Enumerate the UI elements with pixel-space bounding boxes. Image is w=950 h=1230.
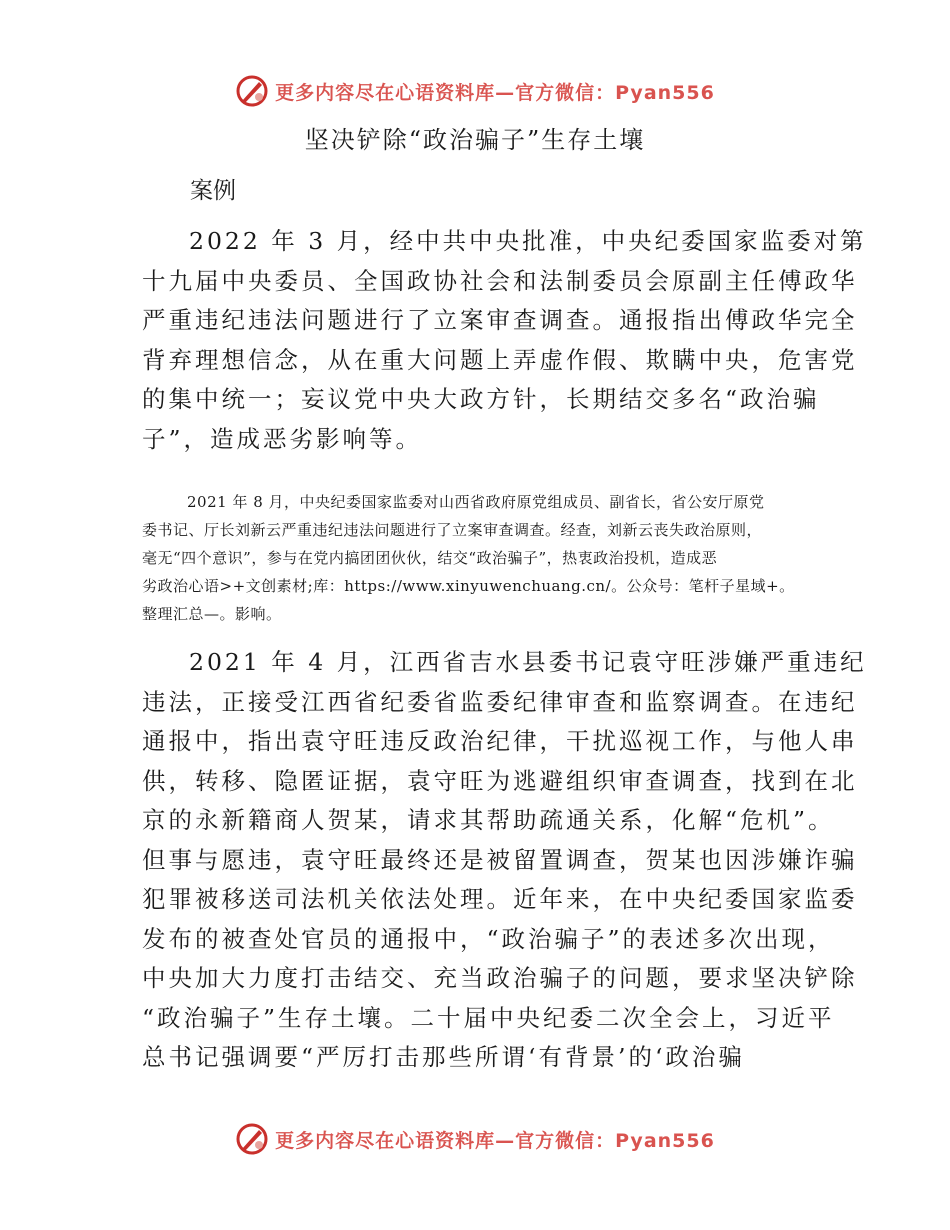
footer-banner (0, 1119, 950, 1159)
text-line: 但事与愿违，袁守旺最终还是被留置调查，贺某也因涉嫌诈骗 (142, 845, 858, 874)
section-heading: 案例 (190, 178, 236, 204)
banner-text: 更多内容尽在心语资料库—官方微信：Pyan556 (275, 81, 715, 104)
text-line: 毫无“四个意识”，参与在党内搞团团伙伙，结交“政治骗子”，热衷政治投机，造成恶 (142, 549, 718, 567)
text-line: 中央加大力度打击结交、充当政治骗子的问题，要求坚决铲除 (142, 964, 858, 992)
case-paragraph-1 (142, 222, 867, 459)
text-line: “政治骗子”生存土壤。二十届中央纪委二次全会上，习近平 (142, 1003, 835, 1032)
text-line: 发布的被查处官员的通报中，“政治骗子”的表述多次出现， (142, 924, 835, 953)
text-line: 委书记、厅长刘新云严重违纪违法问题进行了立案审查调查。经查，刘新云丧失政治原则， (142, 521, 763, 539)
text-line: 供，转移、隐匿证据，袁守旺为逃避组织审查调查，找到在北 (142, 766, 858, 795)
text-line: 2022 年 3 月，经中共中央批准，中央纪委国家监委对第 (189, 227, 867, 255)
logo-icon (235, 74, 269, 108)
text-line: 2021 年 4 月，江西省吉水县委书记袁守旺涉嫌严重违纪 (189, 648, 867, 676)
text-line: 十九届中央委员、全国政协社会和法制委员会原副主任傅政华 (142, 266, 858, 295)
text-line: 子”，造成恶劣影响等。 (142, 424, 423, 453)
page-title: 坚决铲除“政治骗子”生存土壤 (304, 126, 646, 154)
text-line: 劣政治心语>+文创素材;库：https://www.xinyuwenchuang.cn/。公众号：笔杆子星域+。 (142, 577, 795, 595)
text-line: 京的永新籍商人贺某，请求其帮助疏通关系，化解“危机”。 (142, 806, 835, 834)
text-line: 整理汇总—。影响。 (142, 605, 282, 623)
text-line: 通报中，指出袁守旺违反政治纪律，干扰巡视工作，与他人串 (142, 727, 858, 755)
case-paragraph-3 (142, 643, 867, 1078)
header-banner (0, 71, 950, 111)
text-line: 2021 年 8 月，中央纪委国家监委对山西省政府原党组成员、副省长，省公安厅原党 (187, 493, 765, 511)
text-line: 犯罪被移送司法机关依法处理。近年来，在中央纪委国家监委 (142, 885, 858, 913)
banner-text: 更多内容尽在心语资料库—官方微信：Pyan556 (275, 1129, 715, 1152)
text-line: 的集中统一；妄议党中央大政方针，长期结交多名“政治骗 (142, 385, 820, 413)
text-line: 严重违纪违法问题进行了立案审查调查。通报指出傅政华完全 (142, 306, 858, 334)
logo-icon (235, 1122, 269, 1156)
text-line: 违法，正接受江西省纪委省监委纪律审查和监察调查。在违纪 (142, 687, 858, 716)
text-line: 背弃理想信念，从在重大问题上弄虚作假、欺瞒中央，危害党 (142, 345, 858, 374)
case-paragraph-2 (142, 488, 812, 628)
text-line: 总书记强调要“严厉打击那些所谓‘有背景’的‘政治骗 (142, 1043, 745, 1071)
